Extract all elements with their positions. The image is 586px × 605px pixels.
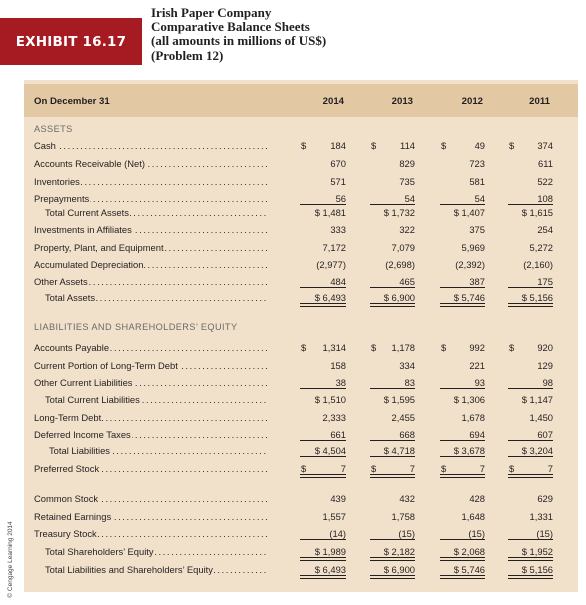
cell-underline [508, 287, 553, 288]
cell-underline [370, 575, 415, 579]
table-cell: 5,969 [461, 242, 485, 253]
table-cell: 374 [537, 140, 553, 151]
cell-underline [508, 456, 553, 457]
table-cell: $ 3,678 [453, 445, 485, 456]
heading-company: Irish Paper Company [151, 5, 272, 20]
cell-underline [508, 440, 553, 441]
table-cell: 439 [330, 493, 346, 504]
row-label: Retained Earnings ..... [34, 511, 268, 522]
cell-underline [370, 557, 415, 561]
table-cell: 611 [538, 158, 553, 169]
row-label: Long-Term Debt ..... [34, 412, 268, 423]
table-cell: $ 1,595 [383, 394, 415, 405]
row-label: Investments in Affiliates ..... [34, 224, 268, 235]
cell-underline [300, 557, 346, 561]
table-cell: 465 [399, 276, 415, 287]
year-header: 2014 [322, 96, 344, 107]
table-cell: 1,178 [391, 342, 415, 353]
table-cell: 661 [330, 429, 346, 440]
cell-underline [300, 303, 346, 307]
exhibit-heading [151, 6, 326, 63]
table-cell: $ 1,615 [521, 207, 553, 218]
heading-problem: (Problem 12) [151, 47, 224, 63]
table-cell: 158 [330, 360, 346, 371]
table-cell: 254 [537, 224, 553, 235]
table-cell: 129 [537, 360, 553, 371]
row-label: Common Stock ..... [34, 493, 268, 504]
table-cell: 7,079 [391, 242, 415, 253]
table-cell: $ 1,510 [314, 394, 346, 405]
table-cell: (15) [536, 528, 553, 539]
currency-symbol: $ [301, 342, 307, 353]
table-cell: 668 [399, 429, 415, 440]
table-cell: 581 [469, 176, 485, 187]
table-cell: 1,758 [391, 511, 415, 522]
table-cell: $ 1,147 [521, 394, 553, 405]
row-label: Other Current Liabilities ..... [34, 377, 268, 388]
table-cell: 83 [404, 377, 415, 388]
heading-units: (all amounts in millions of US$) [151, 33, 327, 49]
row-label: Accounts Payable ..... [34, 342, 268, 353]
cell-underline [300, 204, 346, 205]
table-cell: 54 [404, 193, 415, 204]
cell-underline [508, 539, 553, 540]
currency-symbol: $ [371, 140, 377, 151]
table-cell: $ 1,306 [453, 394, 485, 405]
table-cell: $ 1,407 [453, 207, 485, 218]
table-cell: 7 [409, 463, 415, 474]
table-cell: $ 6,900 [383, 292, 415, 303]
table-cell: 607 [537, 429, 553, 440]
table-cell: $ 5,746 [453, 564, 485, 575]
table-cell: 1,450 [529, 412, 553, 423]
cell-underline [300, 287, 346, 288]
row-label: Other Assets ..... [34, 276, 268, 287]
year-header: 2011 [529, 96, 550, 107]
table-cell: 93 [474, 377, 485, 388]
table-cell: 7 [547, 463, 553, 474]
section-title-assets: ASSETS [34, 124, 73, 134]
table-cell: 56 [335, 193, 346, 204]
currency-symbol: $ [509, 140, 515, 151]
table-cell: $ 6,493 [314, 564, 346, 575]
table-cell: $ 1,732 [383, 207, 415, 218]
table-cell: (2,977) [316, 259, 346, 270]
table-cell: 334 [399, 360, 415, 371]
cell-underline [508, 474, 553, 478]
row-label: Total Current Liabilities ..... [45, 394, 268, 405]
row-label: Preferred Stock ..... [34, 463, 268, 474]
currency-symbol: $ [301, 463, 307, 474]
currency-symbol: $ [371, 342, 377, 353]
currency-symbol: $ [441, 140, 447, 151]
table-cell: 670 [330, 158, 346, 169]
table-cell: $ 1,952 [521, 546, 553, 557]
table-cell: 322 [399, 224, 415, 235]
balance-sheet-table [24, 80, 578, 592]
table-cell: 49 [474, 140, 485, 151]
table-cell: 735 [399, 176, 415, 187]
currency-symbol: $ [441, 342, 447, 353]
table-cell: $ 5,156 [521, 564, 553, 575]
table-cell: 2,455 [391, 412, 415, 423]
table-cell: 54 [474, 193, 485, 204]
table-cell: 387 [469, 276, 485, 287]
table-cell: 484 [330, 276, 346, 287]
table-cell: 1,648 [461, 511, 485, 522]
table-cell: 333 [330, 224, 346, 235]
cell-underline [370, 539, 415, 540]
exhibit-label: EXHIBIT 16.17 [0, 18, 142, 65]
table-cell: $ 6,900 [383, 564, 415, 575]
currency-symbol: $ [441, 463, 447, 474]
table-cell: 175 [537, 276, 553, 287]
year-header: 2012 [461, 96, 483, 107]
cell-underline [508, 575, 553, 579]
cell-underline [300, 474, 346, 478]
table-cell: $ 4,504 [314, 445, 346, 456]
row-label: Current Portion of Long-Term Debt ..... [34, 360, 268, 371]
cell-underline [440, 539, 485, 540]
row-label: Treasury Stock ..... [34, 528, 268, 539]
cell-underline [508, 388, 553, 389]
table-cell: 920 [537, 342, 553, 353]
cell-underline [370, 474, 415, 478]
cell-underline [370, 440, 415, 441]
table-cell: 1,557 [322, 511, 346, 522]
table-cell: $ 2,068 [453, 546, 485, 557]
cell-underline [370, 303, 415, 307]
row-label: Prepayments ..... [34, 193, 268, 204]
table-cell: $ 5,156 [521, 292, 553, 303]
table-cell: 7 [340, 463, 346, 474]
table-cell: 108 [537, 193, 553, 204]
currency-symbol: $ [371, 463, 377, 474]
table-cell: 571 [330, 176, 346, 187]
cell-underline [370, 204, 415, 205]
table-cell: 98 [542, 377, 553, 388]
table-cell: 829 [399, 158, 415, 169]
cell-underline [300, 388, 346, 389]
row-label: Accounts Receivable (Net) ..... [34, 158, 268, 169]
table-cell: 629 [537, 493, 553, 504]
row-label: Total Liabilities and Shareholders’ Equity ..... [45, 564, 268, 575]
row-label: Property, Plant, and Equipment ..... [34, 242, 268, 253]
row-label: Total Assets ..... [45, 292, 268, 303]
row-label: Total Shareholders’ Equity ..... [45, 546, 268, 557]
copyright-notice [4, 520, 16, 605]
table-cell: (15) [398, 528, 415, 539]
table-cell: $ 2,182 [383, 546, 415, 557]
table-cell: $ 4,718 [383, 445, 415, 456]
cell-underline [440, 388, 485, 389]
year-header: 2013 [391, 96, 413, 107]
table-cell: 1,331 [529, 511, 553, 522]
cell-underline [370, 287, 415, 288]
cell-underline [440, 456, 485, 457]
row-label: Cash ..... [34, 140, 268, 151]
cell-underline [370, 388, 415, 389]
currency-symbol: $ [509, 342, 515, 353]
row-label: Deferred Income Taxes ..... [34, 429, 268, 440]
cell-underline [300, 440, 346, 441]
table-cell: 7,172 [322, 242, 346, 253]
cell-underline [370, 456, 415, 457]
cell-underline [440, 204, 485, 205]
table-cell: 5,272 [529, 242, 553, 253]
table-cell: (15) [468, 528, 485, 539]
table-cell: $ 1,481 [314, 207, 346, 218]
cell-underline [508, 204, 553, 205]
table-cell: $ 1,989 [314, 546, 346, 557]
cell-underline [440, 440, 485, 441]
copyright-text: © Cengage Learning 2014 [7, 521, 14, 598]
header-label: On December 31 [34, 96, 110, 107]
table-cell: 1,678 [461, 412, 485, 423]
table-cell: $ 3,204 [521, 445, 553, 456]
table-cell: (2,698) [385, 259, 415, 270]
cell-underline [300, 456, 346, 457]
cell-underline [300, 539, 346, 540]
cell-underline [440, 303, 485, 307]
table-cell: 114 [400, 140, 415, 151]
heading-title: Comparative Balance Sheets [151, 19, 310, 35]
table-cell: (14) [329, 528, 346, 539]
cell-underline [508, 557, 553, 561]
table-cell: 432 [399, 493, 415, 504]
cell-underline [508, 303, 553, 307]
currency-symbol: $ [301, 140, 307, 151]
section-title-liabilities: LIABILITIES AND SHAREHOLDERS’ EQUITY [34, 322, 238, 332]
table-cell: $ 5,746 [453, 292, 485, 303]
row-label: Total Current Assets ..... [45, 207, 268, 218]
table-cell: 428 [469, 493, 485, 504]
table-cell: $ 6,493 [314, 292, 346, 303]
cell-underline [300, 575, 346, 579]
table-cell: 723 [469, 158, 485, 169]
cell-underline [440, 575, 485, 579]
cell-underline [440, 474, 485, 478]
table-cell: 694 [469, 429, 485, 440]
table-cell: 221 [469, 360, 485, 371]
table-cell: (2,392) [455, 259, 485, 270]
table-cell: 522 [537, 176, 553, 187]
row-label: Total Liabilities ..... [49, 445, 268, 456]
cell-underline [440, 557, 485, 561]
table-cell: 38 [335, 377, 346, 388]
table-cell: 1,314 [322, 342, 346, 353]
row-label: Accumulated Depreciation ..... [34, 259, 268, 270]
table-cell: (2,160) [523, 259, 553, 270]
table-cell: 184 [330, 140, 346, 151]
row-label: Inventories ..... [34, 176, 268, 187]
table-cell: 2,333 [322, 412, 346, 423]
currency-symbol: $ [509, 463, 515, 474]
table-cell: 7 [479, 463, 485, 474]
cell-underline [440, 287, 485, 288]
table-cell: 992 [469, 342, 485, 353]
table-cell: 375 [469, 224, 485, 235]
